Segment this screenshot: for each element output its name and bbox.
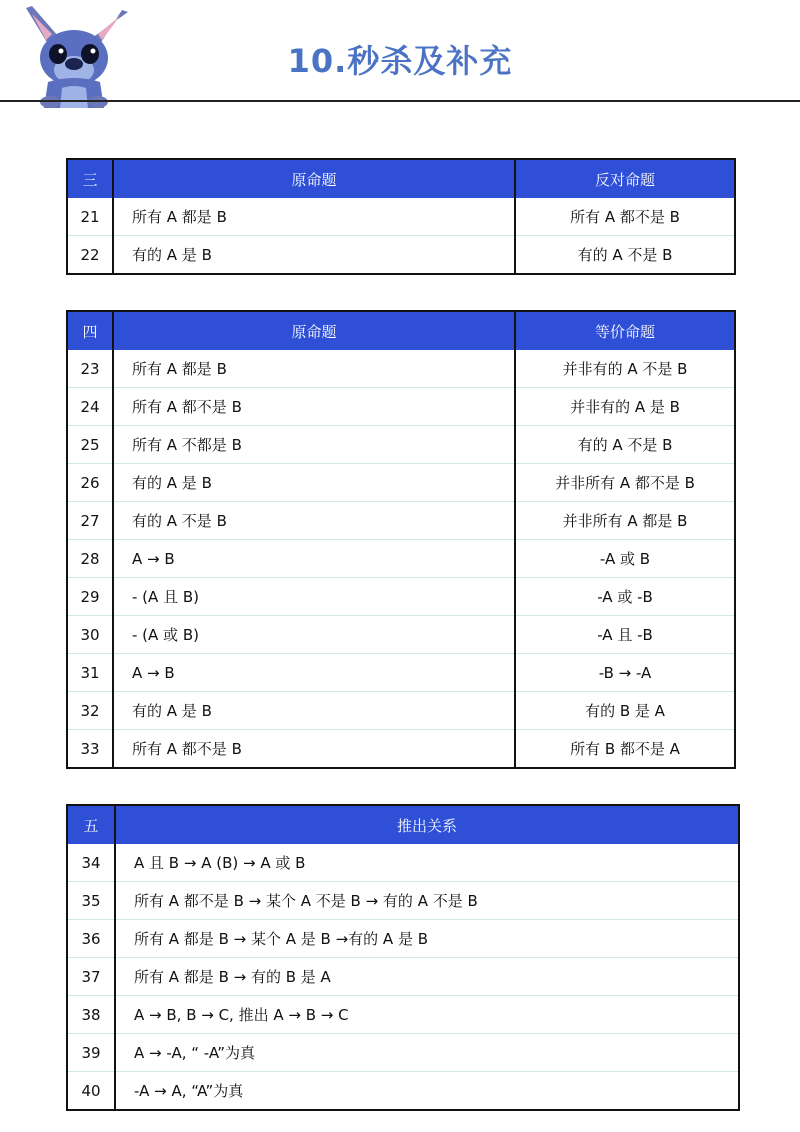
- original-proposition: 所有 A 都是 B: [113, 350, 515, 388]
- table-row: [67, 996, 739, 1034]
- table-row: [67, 540, 735, 578]
- inference-relations-table: [66, 804, 740, 1111]
- table-row: [67, 1072, 739, 1111]
- equivalent-proposition: 并非有的 A 是 B: [515, 388, 735, 426]
- row-number: 38: [67, 996, 115, 1034]
- table-row: [67, 198, 735, 236]
- inference-relation: A → -A, “ -A”为真: [115, 1034, 739, 1072]
- table-header-row: [67, 805, 739, 844]
- table-row: [67, 388, 735, 426]
- original-proposition: A → B: [113, 654, 515, 692]
- inference-relation: A 且 B → A (B) → A 或 B: [115, 844, 739, 882]
- equivalent-proposition: -A 且 -B: [515, 616, 735, 654]
- table-row: [67, 730, 735, 769]
- contrary-proposition: 所有 A 都不是 B: [515, 198, 735, 236]
- row-number: 22: [67, 236, 113, 275]
- row-number: 25: [67, 426, 113, 464]
- equivalent-proposition: -A 或 -B: [515, 578, 735, 616]
- section-number-header: 四: [67, 311, 113, 350]
- table-row: [67, 920, 739, 958]
- page-header: [0, 0, 800, 110]
- row-number: 34: [67, 844, 115, 882]
- section-number-header: 三: [67, 159, 113, 198]
- table-row: [67, 236, 735, 275]
- equivalent-proposition-header: 等价命题: [515, 311, 735, 350]
- header-divider: [0, 100, 800, 102]
- row-number: 32: [67, 692, 113, 730]
- original-proposition: 所有 A 都不是 B: [113, 388, 515, 426]
- table-row: [67, 616, 735, 654]
- equivalent-proposition: 并非所有 A 都不是 B: [515, 464, 735, 502]
- table-row: [67, 1034, 739, 1072]
- equivalent-proposition: -A 或 B: [515, 540, 735, 578]
- original-proposition: 所有 A 不都是 B: [113, 426, 515, 464]
- equivalent-proposition: 并非所有 A 都是 B: [515, 502, 735, 540]
- contrary-proposition-header: 反对命题: [515, 159, 735, 198]
- row-number: 30: [67, 616, 113, 654]
- inference-relation: 所有 A 都不是 B → 某个 A 不是 B → 有的 A 不是 B: [115, 882, 739, 920]
- row-number: 35: [67, 882, 115, 920]
- equivalent-proposition: 有的 A 不是 B: [515, 426, 735, 464]
- table-header-row: [67, 159, 735, 198]
- row-number: 36: [67, 920, 115, 958]
- original-proposition: 所有 A 都是 B: [113, 198, 515, 236]
- row-number: 33: [67, 730, 113, 769]
- table-row: [67, 578, 735, 616]
- table-row: [67, 502, 735, 540]
- table-row: [67, 958, 739, 996]
- contrary-propositions-table: [66, 158, 736, 275]
- inference-relation: A → B, B → C, 推出 A → B → C: [115, 996, 739, 1034]
- row-number: 28: [67, 540, 113, 578]
- row-number: 24: [67, 388, 113, 426]
- section-number-header: 五: [67, 805, 115, 844]
- table-row: [67, 350, 735, 388]
- table-row: [67, 426, 735, 464]
- original-proposition: 有的 A 不是 B: [113, 502, 515, 540]
- original-proposition-header: 原命题: [113, 311, 515, 350]
- row-number: 27: [67, 502, 113, 540]
- row-number: 21: [67, 198, 113, 236]
- row-number: 40: [67, 1072, 115, 1111]
- original-proposition: 所有 A 都不是 B: [113, 730, 515, 769]
- row-number: 29: [67, 578, 113, 616]
- equivalent-propositions-table: [66, 310, 736, 769]
- table-row: [67, 464, 735, 502]
- equivalent-proposition: 并非有的 A 不是 B: [515, 350, 735, 388]
- equivalent-proposition: -B → -A: [515, 654, 735, 692]
- row-number: 39: [67, 1034, 115, 1072]
- original-proposition: 有的 A 是 B: [113, 692, 515, 730]
- inference-relation: 所有 A 都是 B → 某个 A 是 B →有的 A 是 B: [115, 920, 739, 958]
- equivalent-proposition: 有的 B 是 A: [515, 692, 735, 730]
- original-proposition: A → B: [113, 540, 515, 578]
- original-proposition: 有的 A 是 B: [113, 464, 515, 502]
- table-row: [67, 882, 739, 920]
- row-number: 31: [67, 654, 113, 692]
- contrary-proposition: 有的 A 不是 B: [577, 246, 673, 264]
- row-number: 23: [67, 350, 113, 388]
- original-proposition: 有的 A 是 B: [113, 236, 515, 275]
- page-title: 10.秒杀及补充: [287, 42, 513, 80]
- original-proposition-header: 原命题: [113, 159, 515, 198]
- row-number: 37: [67, 958, 115, 996]
- row-number: 26: [67, 464, 113, 502]
- inference-relation: 所有 A 都是 B → 有的 B 是 A: [115, 958, 739, 996]
- inference-relation: -A → A, “A”为真: [134, 1082, 244, 1100]
- original-proposition: - (A 或 B): [113, 616, 515, 654]
- table-row: [67, 844, 739, 882]
- table-header-row: [67, 311, 735, 350]
- inference-relation-header: 推出关系: [115, 805, 739, 844]
- table-row: [67, 692, 735, 730]
- original-proposition: - (A 且 B): [113, 578, 515, 616]
- equivalent-proposition: 所有 B 都不是 A: [570, 740, 680, 758]
- table-row: [67, 654, 735, 692]
